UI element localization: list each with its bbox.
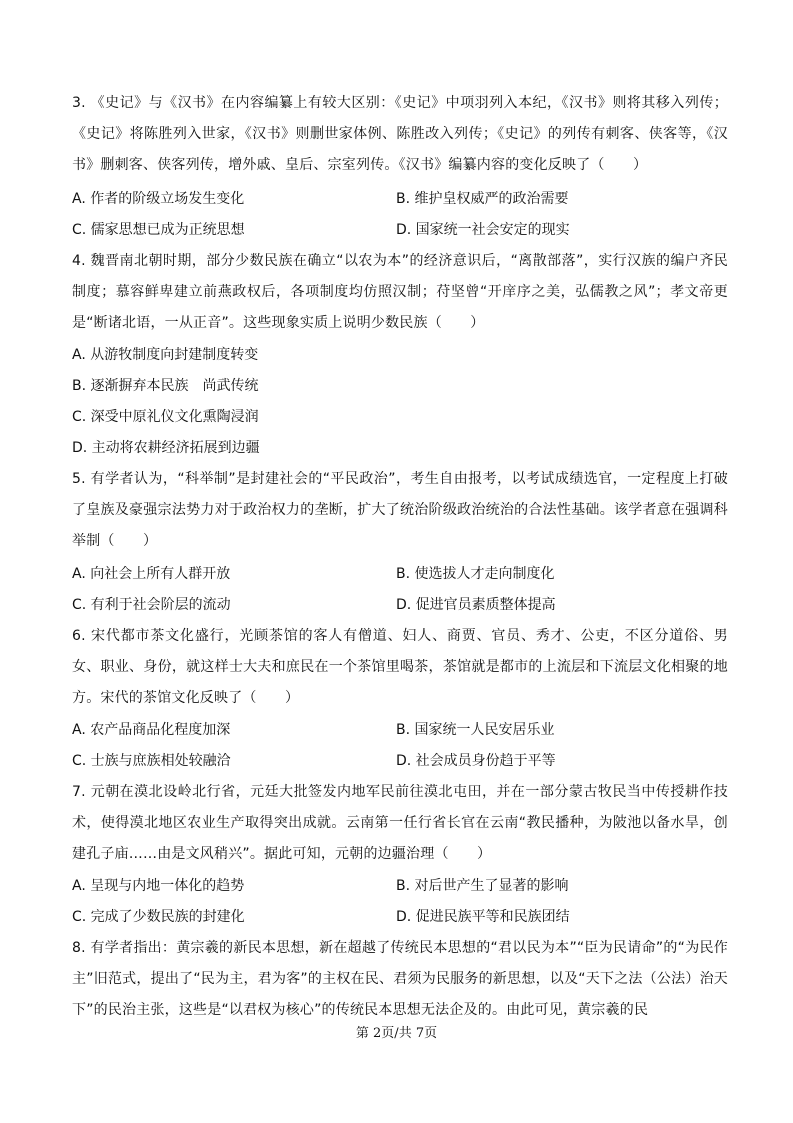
question-5-option-c: C. 有利于社会阶层的流动 <box>72 597 231 613</box>
question-6-option-d: D. 社会成员身份趋于平等 <box>396 753 556 769</box>
question-5-option-b: B. 使选拔人才走向制度化 <box>396 566 555 582</box>
question-6 <box>72 621 728 714</box>
question-4-option-c: C. 深受中原礼仪文化熏陶浸润 <box>72 409 259 425</box>
question-3-option-c: C. 儒家思想已成为正统思想 <box>72 222 245 238</box>
question-5 <box>72 464 728 557</box>
question-3 <box>72 88 728 181</box>
question-4-option-b: B. 逐渐摒弃本民族 尚武传统 <box>72 378 259 394</box>
question-6-option-b: B. 国家统一人民安居乐业 <box>396 722 555 738</box>
question-4 <box>72 246 728 339</box>
question-4-option-a: A. 从游牧制度向封建制度转变 <box>72 347 259 363</box>
question-6-option-c: C. 士族与庶族相处较融洽 <box>72 753 231 769</box>
question-6-stem: 6. 宋代都市茶文化盛行，光顾茶馆的客人有僧道、妇人、商贾、官员、秀才、公吏，不区分道俗、男女、职业、身份，就这样士大夫和庶民在一个茶馆里喝茶，茶馆就是都市的上流层和下流层文化相聚的地方。宋代的茶馆文化反映了（ ） <box>72 628 728 706</box>
question-3-option-b: B. 维护皇权威严的政治需要 <box>396 191 569 207</box>
question-3-option-d: D. 国家统一社会安定的现实 <box>396 222 570 238</box>
question-3-option-a: A. 作者的阶级立场发生变化 <box>72 191 245 207</box>
question-7-stem: 7. 元朝在漠北设岭北行省，元廷大批签发内地军民前往漠北屯田，并在一部分蒙古牧民当中传授耕作技术，使得漠北地区农业生产取得突出成就。云南第一任行省长官在云南“教民播种，为陂池以备水旱，创建孔子庙……由是文风稍兴”。据此可知，元朝的边疆治理（ ） <box>72 784 728 862</box>
question-4-option-d: D. 主动将农耕经济拓展到边疆 <box>72 440 260 456</box>
question-7-option-b: B. 对后世产生了显著的影响 <box>396 878 569 894</box>
question-7-option-a: A. 呈现与内地一体化的趋势 <box>72 878 245 894</box>
question-5-option-a: A. 向社会上所有人群开放 <box>72 566 231 582</box>
question-5-stem: 5. 有学者认为，“科举制”是封建社会的“平民政治”，考生自由报考，以考试成绩选官，一定程度上打破了皇族及豪强宗法势力对于政治权力的垄断，扩大了统治阶级政治统治的合法性基础。该学者意在强调科举制（ ） <box>72 471 728 549</box>
question-8 <box>72 933 728 1026</box>
question-8-stem: 8. 有学者指出：黄宗羲的新民本思想，新在超越了传统民本思想的“君以民为本”“臣为民请命”的“为民作主”旧范式，提出了“民为主，君为客”的主权在民、君须为民服务的新思想，以及“天下之法（公法）治天下”的民治主张，这些是“以君权为核心”的传统民本思想无法企及的。由此可见，黄宗羲的民 <box>72 940 728 1018</box>
question-5-option-d: D. 促进官员素质整体提高 <box>396 597 556 613</box>
question-6-option-a: A. 农产品商品化程度加深 <box>72 722 231 738</box>
question-7 <box>72 777 728 870</box>
question-3-stem: 3. 《史记》与《汉书》在内容编纂上有较大区别：《史记》中项羽列入本纪，《汉书》则将其移入列传；《史记》将陈胜列入世家，《汉书》则删世家体例、陈胜改入列传；《史记》的列传有刺客、侠客等，《汉书》删刺客、侠客列传，增外戚、皇后、宗室列传。《汉书》编纂内容的变化反映了（ ） <box>72 95 728 173</box>
question-7-option-c: C. 完成了少数民族的封建化 <box>72 909 245 925</box>
page-footer: 第 2页/共 7页 <box>355 1026 438 1041</box>
question-7-option-d: D. 促进民族平等和民族团结 <box>396 909 570 925</box>
question-4-stem: 4. 魏晋南北朝时期，部分少数民族在确立“以农为本”的经济意识后，“离散部落”，实行汉族的编户齐民制度；慕容鲜卑建立前燕政权后，各项制度均仿照汉制；苻坚曾“开庠序之美，弘儒教之风”；孝文帝更是“断诸北语，一从正音”。这些现象实质上说明少数民族（ ） <box>72 253 728 331</box>
